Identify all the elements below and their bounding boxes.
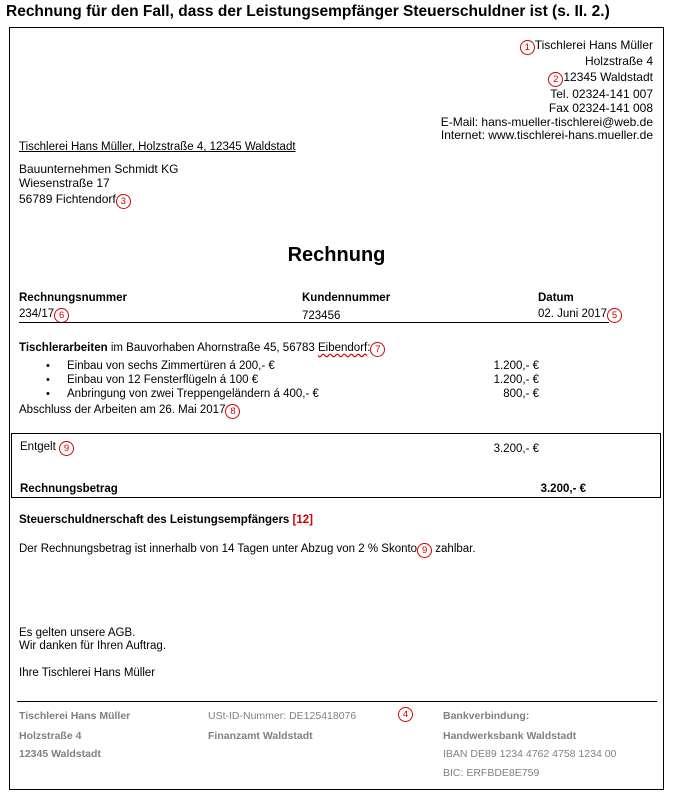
payment-text-before: Der Rechnungsbetrag ist innerhalb von 14 Tagen unter Abzug von 2 % Skonto [19,543,418,555]
marker-6: 6 [54,308,69,323]
invoice-title: Rechnung [287,244,386,266]
marker-3: 3 [116,194,131,209]
footer-company: Tischlerei Hans Müller [19,710,131,722]
marker-5: 5 [607,308,622,323]
page-heading: Rechnung für den Fall, dass der Leistungsempfänger Steuerschuldner ist (s. II. 2.) [6,3,610,20]
marker-9: 9 [59,441,74,456]
customer-number-label: Kundennummer [302,292,391,304]
marker-8: 8 [225,404,240,419]
work-colon: : [367,342,371,354]
recipient-name: Bauunternehmen Schmidt KG [19,162,179,176]
tax-note-ref: [12] [292,514,313,526]
sender-city: 12345 Waldstadt [563,70,653,84]
entgelt-value: 3.200,- € [493,443,539,455]
sender-name-line [520,38,653,55]
work-heading-rest: im Bauvorhaben Ahornstraße 45, 56783 [107,342,318,354]
work-item-amount: 1.200,- € [493,374,539,386]
closing-agb: Es gelten unsere AGB. [19,627,136,639]
marker-1: 1 [520,40,535,55]
invoice-document [9,27,664,790]
entgelt-line [20,441,74,456]
marker-4: 4 [398,707,413,722]
customer-number-value: 723456 [302,310,341,322]
sender-city-line [548,70,653,87]
total-label: Rechnungsbetrag [20,483,118,495]
invoice-number-value: 234/17 [19,308,55,320]
closing-signature: Ihre Tischlerei Hans Müller [19,667,156,679]
footer-bank-label: Bankverbindung: [443,710,530,722]
recipient-city: 56789 Fichtendorf [19,192,116,206]
sender-street: Holzstraße 4 [584,54,653,68]
work-item-amount: 1.200,- € [493,360,539,372]
completion-text: Abschluss der Arbeiten am 26. Mai 2017 [19,404,226,416]
payment-terms [19,543,476,558]
footer-divider [17,701,657,702]
footer-city: 12345 Waldstadt [19,748,101,760]
closing-thanks: Wir danken für Ihren Auftrag. [19,640,167,652]
list-bullet: • [46,388,50,400]
sender-tel: Tel. 02324-141 007 [550,87,653,101]
marker-9b: 9 [417,543,432,558]
footer-bank-name: Handwerksbank Waldstadt [443,730,577,742]
footer-ust: USt-ID-Nummer: DE125418076 [208,710,357,722]
sender-email: E-Mail: hans-mueller-tischlerei@web.de [440,115,653,129]
date-line [538,308,622,323]
work-item-text: Anbringung von zwei Treppengeländern á 400,- € [67,388,319,400]
sender-internet: Internet: www.tischlerei-hans.mueller.de [440,128,653,142]
sender-fax: Fax 02324-141 008 [548,101,653,115]
recipient-city-line [19,192,131,209]
tax-note [19,514,313,526]
total-value: 3.200,- € [540,483,586,495]
footer-finanzamt: Finanzamt Waldstadt [208,730,313,742]
list-bullet: • [46,360,50,372]
date-value: 02. Juni 2017 [538,308,608,320]
recipient-street: Wiesenstraße 17 [19,176,110,190]
footer-iban: IBAN DE89 1234 4762 4758 1234 00 [443,748,617,760]
work-item-amount: 800,- € [503,388,539,400]
work-heading [19,342,385,357]
invoice-number-label: Rechnungsnummer [19,292,127,304]
footer-bic: BIC: ERFBDE8E759 [443,767,540,779]
work-heading-bold: Tischlerarbeiten [19,342,108,354]
invoice-number-line [19,308,69,323]
completion-line [19,404,240,419]
work-place: Eibendorf [317,342,368,354]
return-address-line: Tischlerei Hans Müller, Holzstraße 4, 12345 Waldstadt [19,141,296,153]
work-item-text: Einbau von 12 Fensterflügeln á 100 € [67,374,259,386]
marker-2: 2 [548,72,563,87]
sender-name: Tischlerei Hans Müller [534,38,653,52]
date-label: Datum [538,292,574,304]
work-item-text: Einbau von sechs Zimmertüren á 200,- € [67,360,275,372]
list-bullet: • [46,374,50,386]
payment-text-after: zahlbar. [432,543,476,555]
entgelt-label: Entgelt [20,441,56,453]
marker-7: 7 [370,342,385,357]
meta-underline [19,322,609,323]
footer-street: Holzstraße 4 [19,730,82,742]
totals-box [11,433,661,498]
tax-note-text: Steuerschuldnerschaft des Leistungsempfängers [19,514,290,526]
